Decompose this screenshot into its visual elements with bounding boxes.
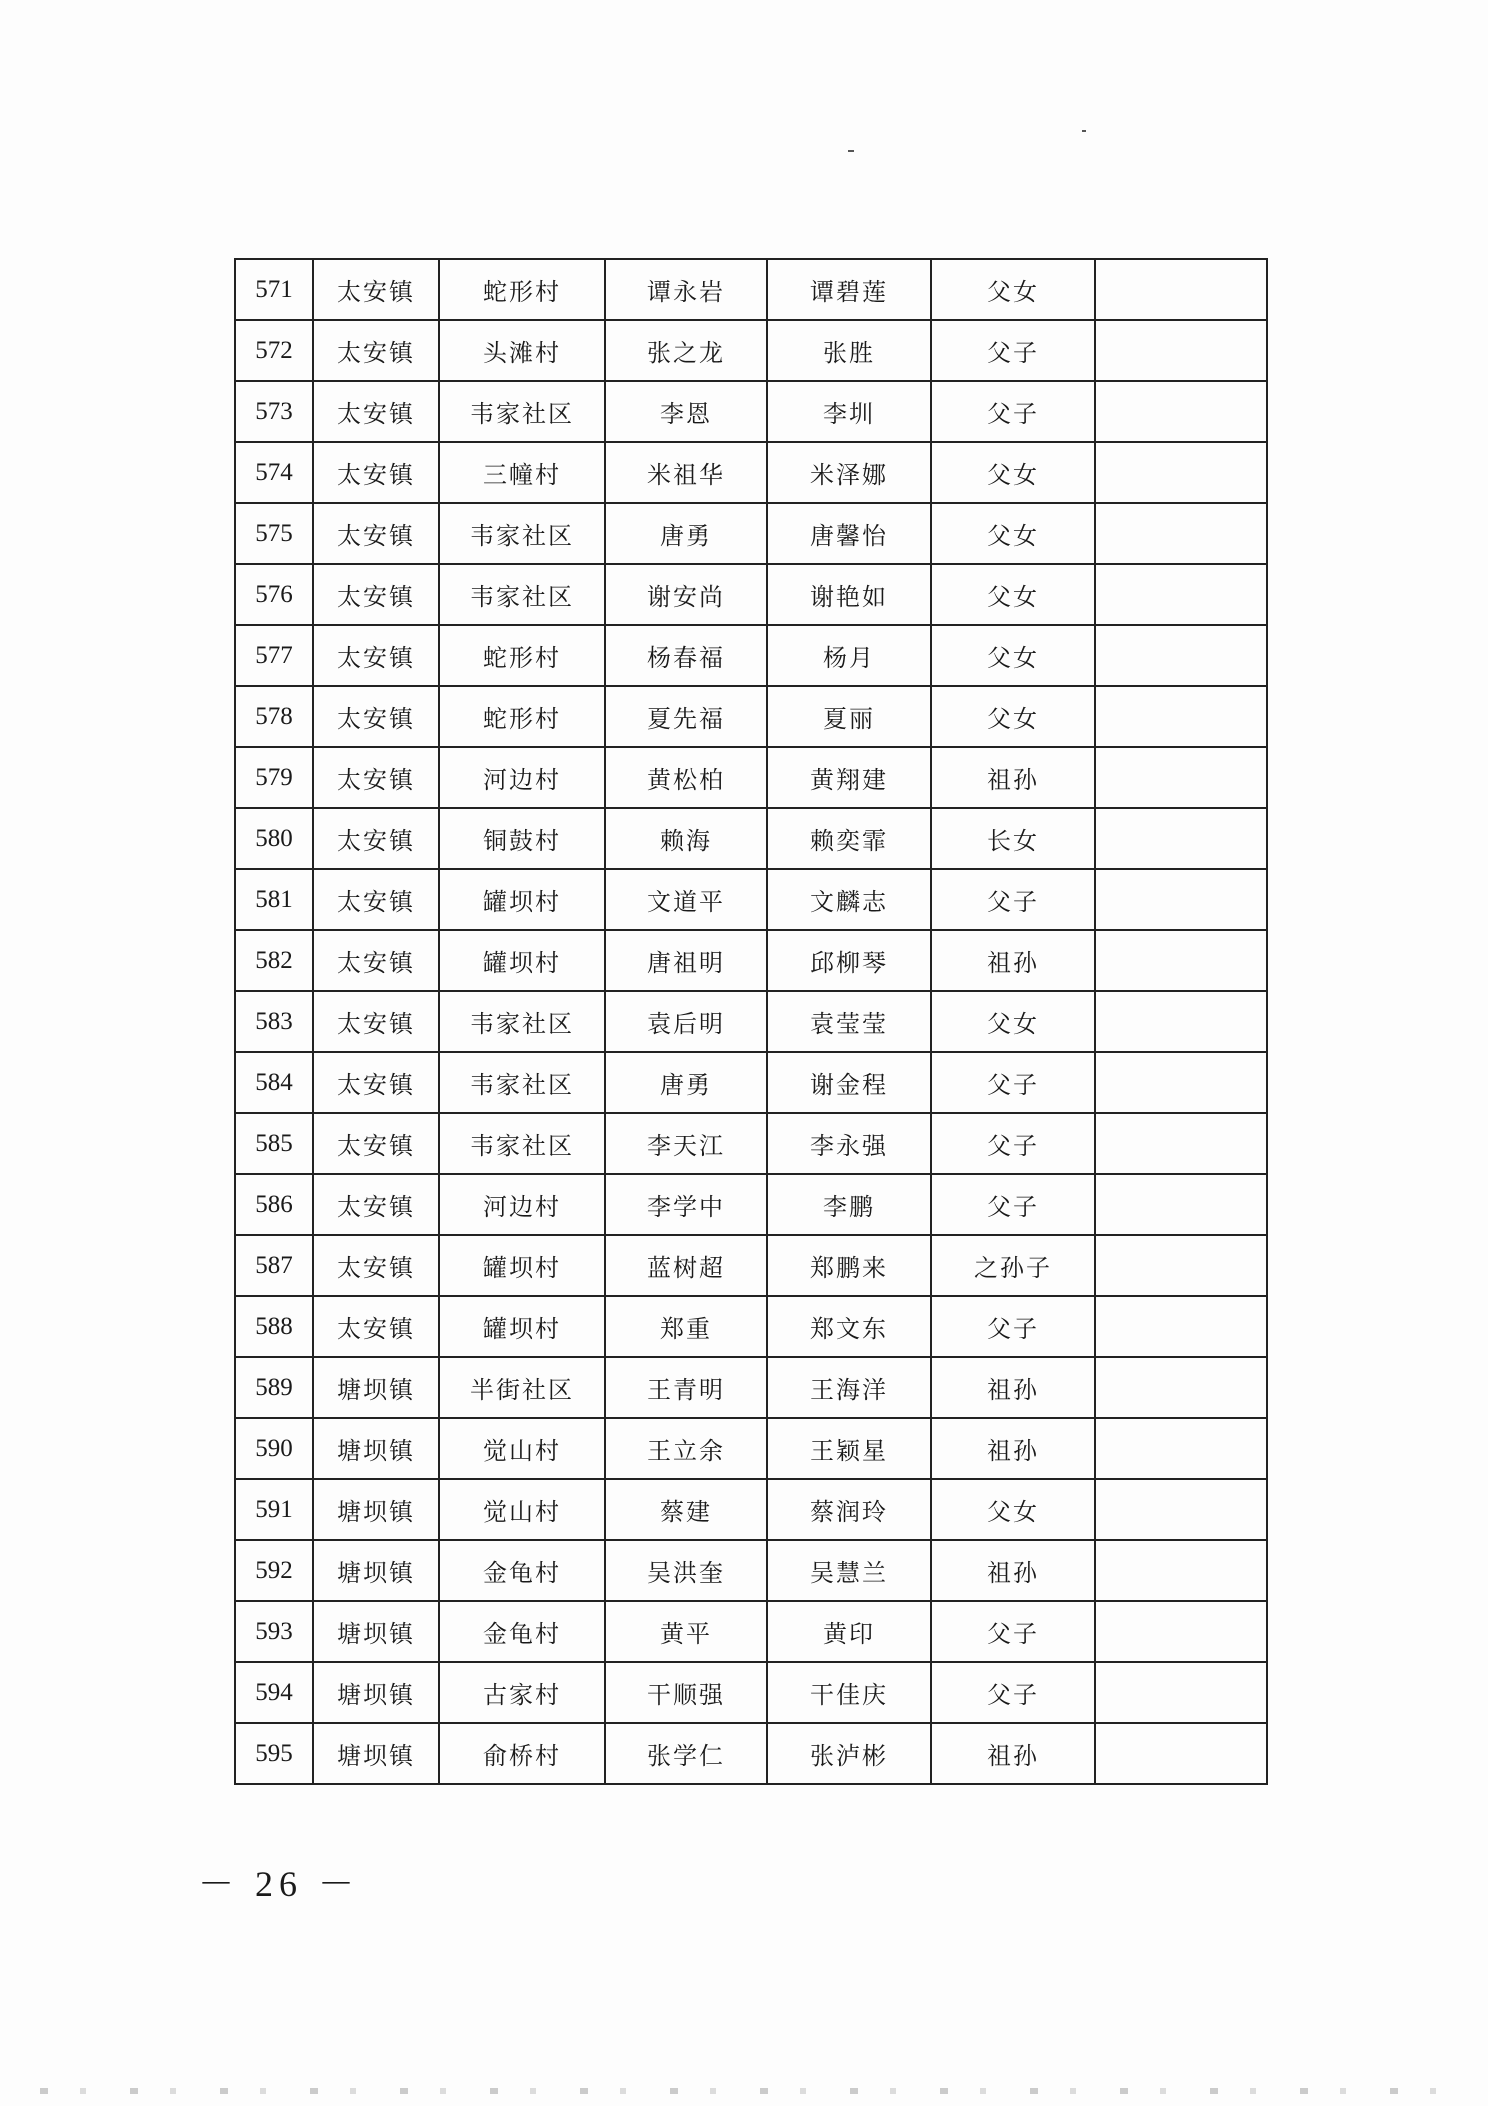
table-row [235,1235,1267,1296]
cell-person: 谭永岩 [605,259,767,320]
cell-town: 太安镇 [313,503,439,564]
cell-remark [1095,1357,1267,1418]
cell-remark [1095,991,1267,1052]
cell-person: 黄松柏 [605,747,767,808]
cell-town: 太安镇 [313,381,439,442]
cell-number: 593 [235,1601,313,1662]
cell-town: 太安镇 [313,259,439,320]
cell-relative: 文麟志 [767,869,931,930]
cell-relation: 父子 [931,1296,1095,1357]
cell-person: 王立余 [605,1418,767,1479]
cell-remark [1095,686,1267,747]
cell-town: 太安镇 [313,747,439,808]
scan-edge-noise [40,2088,1440,2094]
cell-village: 铜鼓村 [439,808,605,869]
cell-village: 俞桥村 [439,1723,605,1784]
cell-relation: 父女 [931,564,1095,625]
cell-person: 郑重 [605,1296,767,1357]
table-row [235,808,1267,869]
cell-person: 王青明 [605,1357,767,1418]
table-row [235,869,1267,930]
cell-person: 干顺强 [605,1662,767,1723]
cell-number: 578 [235,686,313,747]
cell-relation: 祖孙 [931,747,1095,808]
cell-person: 蔡建 [605,1479,767,1540]
cell-relation: 父子 [931,381,1095,442]
cell-number: 588 [235,1296,313,1357]
cell-remark [1095,503,1267,564]
cell-person: 赖海 [605,808,767,869]
table-row [235,1723,1267,1784]
cell-village: 罐坝村 [439,1296,605,1357]
cell-village: 金龟村 [439,1601,605,1662]
cell-town: 塘坝镇 [313,1723,439,1784]
table-row [235,686,1267,747]
cell-relation: 父女 [931,625,1095,686]
table-row [235,259,1267,320]
cell-town: 太安镇 [313,625,439,686]
cell-relation: 祖孙 [931,930,1095,991]
cell-village: 韦家社区 [439,1052,605,1113]
cell-town: 太安镇 [313,1052,439,1113]
cell-town: 太安镇 [313,930,439,991]
cell-person: 唐祖明 [605,930,767,991]
cell-village: 罐坝村 [439,1235,605,1296]
cell-number: 587 [235,1235,313,1296]
cell-remark [1095,1723,1267,1784]
cell-relative: 郑文东 [767,1296,931,1357]
table-row [235,1113,1267,1174]
scan-speck [1082,130,1086,132]
cell-person: 张之龙 [605,320,767,381]
cell-remark [1095,259,1267,320]
cell-village: 头滩村 [439,320,605,381]
cell-relative: 李鹏 [767,1174,931,1235]
cell-relation: 父女 [931,503,1095,564]
table-row [235,991,1267,1052]
cell-remark [1095,1174,1267,1235]
cell-remark [1095,1052,1267,1113]
cell-town: 太安镇 [313,564,439,625]
cell-village: 三幢村 [439,442,605,503]
cell-person: 文道平 [605,869,767,930]
cell-relative: 蔡润玲 [767,1479,931,1540]
cell-town: 太安镇 [313,1174,439,1235]
cell-village: 罐坝村 [439,869,605,930]
cell-number: 582 [235,930,313,991]
cell-number: 580 [235,808,313,869]
cell-town: 太安镇 [313,1235,439,1296]
cell-relative: 米泽娜 [767,442,931,503]
cell-relation: 父女 [931,1479,1095,1540]
cell-relative: 干佳庆 [767,1662,931,1723]
cell-person: 李恩 [605,381,767,442]
cell-relation: 父子 [931,1052,1095,1113]
table-row [235,442,1267,503]
cell-relation: 祖孙 [931,1357,1095,1418]
cell-village: 蛇形村 [439,259,605,320]
cell-person: 黄平 [605,1601,767,1662]
cell-remark [1095,625,1267,686]
cell-relative: 王颖星 [767,1418,931,1479]
table-row [235,1357,1267,1418]
cell-person: 李天江 [605,1113,767,1174]
cell-town: 太安镇 [313,808,439,869]
cell-village: 韦家社区 [439,991,605,1052]
cell-relative: 谭碧莲 [767,259,931,320]
cell-village: 觉山村 [439,1418,605,1479]
cell-remark [1095,1296,1267,1357]
roster-body [235,259,1267,1784]
cell-remark [1095,1662,1267,1723]
page-number: － 26 － [198,1864,361,1904]
cell-village: 韦家社区 [439,381,605,442]
cell-remark [1095,320,1267,381]
cell-number: 586 [235,1174,313,1235]
cell-remark [1095,1479,1267,1540]
cell-number: 589 [235,1357,313,1418]
cell-town: 太安镇 [313,991,439,1052]
cell-person: 唐勇 [605,1052,767,1113]
cell-number: 581 [235,869,313,930]
table-row [235,1540,1267,1601]
cell-number: 595 [235,1723,313,1784]
cell-person: 蓝树超 [605,1235,767,1296]
cell-number: 576 [235,564,313,625]
scan-speck [848,150,854,152]
cell-relative: 夏丽 [767,686,931,747]
cell-town: 塘坝镇 [313,1357,439,1418]
table-row [235,930,1267,991]
cell-person: 杨春福 [605,625,767,686]
table-row [235,503,1267,564]
table-row [235,320,1267,381]
cell-relative: 邱柳琴 [767,930,931,991]
cell-relative: 李永强 [767,1113,931,1174]
cell-village: 蛇形村 [439,625,605,686]
cell-village: 金龟村 [439,1540,605,1601]
cell-person: 张学仁 [605,1723,767,1784]
cell-number: 594 [235,1662,313,1723]
cell-number: 591 [235,1479,313,1540]
cell-village: 觉山村 [439,1479,605,1540]
cell-remark [1095,808,1267,869]
cell-remark [1095,1418,1267,1479]
cell-relation: 祖孙 [931,1723,1095,1784]
cell-relation: 祖孙 [931,1540,1095,1601]
cell-village: 韦家社区 [439,1113,605,1174]
cell-town: 塘坝镇 [313,1662,439,1723]
table-row [235,1479,1267,1540]
cell-relative: 袁莹莹 [767,991,931,1052]
cell-remark [1095,1235,1267,1296]
cell-number: 590 [235,1418,313,1479]
cell-remark [1095,1601,1267,1662]
cell-town: 塘坝镇 [313,1540,439,1601]
table-row [235,1662,1267,1723]
cell-relation: 父子 [931,1174,1095,1235]
cell-relation: 父子 [931,1601,1095,1662]
cell-person: 夏先福 [605,686,767,747]
cell-town: 太安镇 [313,1113,439,1174]
table-row [235,1601,1267,1662]
cell-town: 塘坝镇 [313,1418,439,1479]
cell-village: 韦家社区 [439,503,605,564]
cell-person: 唐勇 [605,503,767,564]
cell-village: 古家村 [439,1662,605,1723]
cell-relation: 长女 [931,808,1095,869]
cell-person: 米祖华 [605,442,767,503]
cell-relation: 父女 [931,991,1095,1052]
cell-number: 572 [235,320,313,381]
cell-village: 蛇形村 [439,686,605,747]
cell-relative: 王海洋 [767,1357,931,1418]
cell-number: 573 [235,381,313,442]
table-row [235,1418,1267,1479]
table-row [235,381,1267,442]
cell-town: 塘坝镇 [313,1479,439,1540]
cell-relative: 赖奕霏 [767,808,931,869]
cell-relation: 父女 [931,259,1095,320]
cell-village: 半街社区 [439,1357,605,1418]
cell-relation: 父女 [931,442,1095,503]
cell-town: 太安镇 [313,869,439,930]
cell-remark [1095,1113,1267,1174]
cell-relation: 父子 [931,1662,1095,1723]
cell-remark [1095,930,1267,991]
cell-person: 吴洪奎 [605,1540,767,1601]
cell-remark [1095,869,1267,930]
cell-village: 韦家社区 [439,564,605,625]
cell-relation: 之孙子 [931,1235,1095,1296]
cell-relative: 唐馨怡 [767,503,931,564]
cell-remark [1095,442,1267,503]
cell-village: 河边村 [439,1174,605,1235]
cell-town: 塘坝镇 [313,1601,439,1662]
cell-town: 太安镇 [313,320,439,381]
cell-relative: 黄印 [767,1601,931,1662]
cell-remark [1095,747,1267,808]
cell-relative: 谢金程 [767,1052,931,1113]
cell-relation: 父女 [931,686,1095,747]
roster-table [234,258,1268,1785]
cell-remark [1095,381,1267,442]
cell-relation: 父子 [931,1113,1095,1174]
cell-relative: 吴慧兰 [767,1540,931,1601]
cell-remark [1095,564,1267,625]
cell-village: 河边村 [439,747,605,808]
cell-person: 谢安尚 [605,564,767,625]
cell-number: 583 [235,991,313,1052]
cell-person: 李学中 [605,1174,767,1235]
table-row [235,1174,1267,1235]
table-row [235,1052,1267,1113]
cell-number: 585 [235,1113,313,1174]
cell-number: 577 [235,625,313,686]
cell-relative: 谢艳如 [767,564,931,625]
cell-number: 574 [235,442,313,503]
cell-town: 太安镇 [313,442,439,503]
table-row [235,1296,1267,1357]
cell-town: 太安镇 [313,1296,439,1357]
cell-relation: 祖孙 [931,1418,1095,1479]
cell-remark [1095,1540,1267,1601]
cell-relative: 郑鹏来 [767,1235,931,1296]
table-row [235,625,1267,686]
cell-relation: 父子 [931,320,1095,381]
cell-person: 袁后明 [605,991,767,1052]
cell-relative: 黄翔建 [767,747,931,808]
cell-relative: 李圳 [767,381,931,442]
cell-relative: 杨月 [767,625,931,686]
table-row [235,747,1267,808]
table-row [235,564,1267,625]
cell-relative: 张胜 [767,320,931,381]
cell-relative: 张泸彬 [767,1723,931,1784]
cell-number: 571 [235,259,313,320]
cell-number: 584 [235,1052,313,1113]
cell-town: 太安镇 [313,686,439,747]
cell-village: 罐坝村 [439,930,605,991]
cell-number: 575 [235,503,313,564]
cell-number: 579 [235,747,313,808]
cell-number: 592 [235,1540,313,1601]
cell-relation: 父子 [931,869,1095,930]
